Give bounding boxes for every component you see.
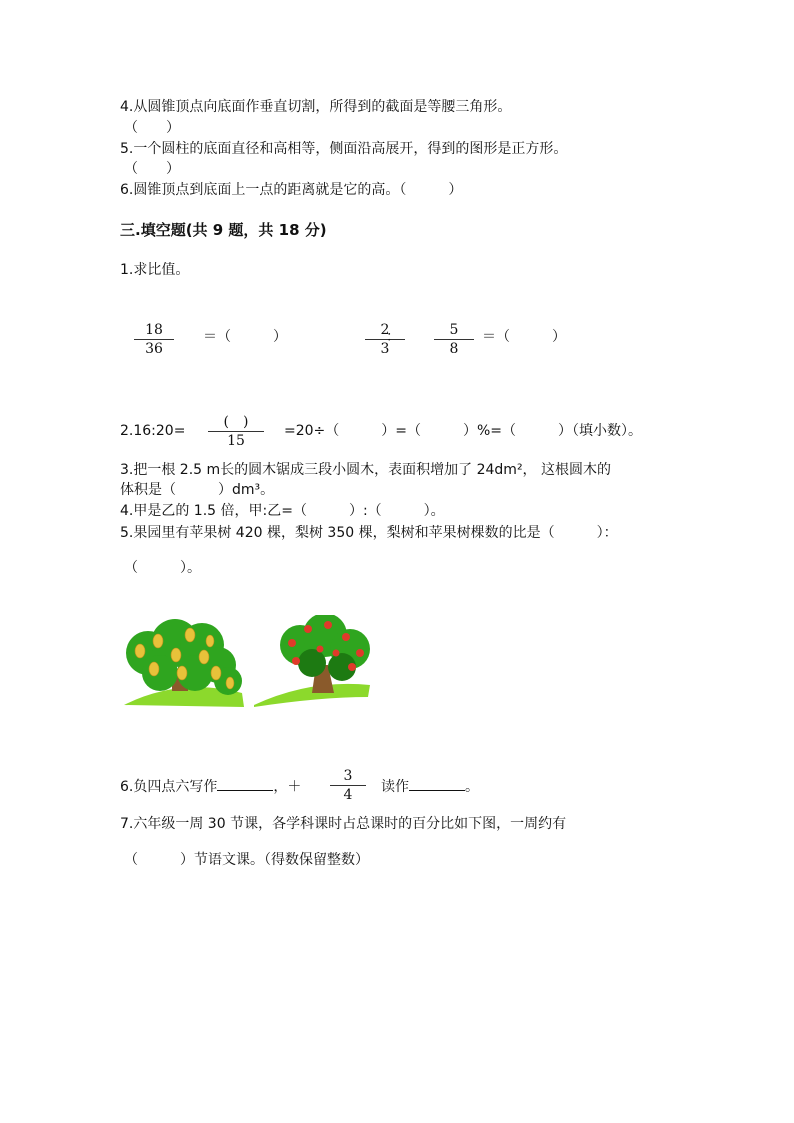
fraction-numerator: 5 [449, 322, 459, 338]
fill-q7-line2[interactable]: （ ）节语文课。（得数保留整数） [124, 852, 369, 868]
fill-q3-line1: 3.把一根 2.5 m长的圆木锯成三段小圆木，表面积增加了 24dm²， 这根圆木的 [120, 462, 612, 478]
fill-q6-mid: ，＋ [273, 779, 302, 795]
fill-q6-line [120, 776, 301, 796]
fill-q6-read-line [381, 776, 479, 796]
fill-q6-read: 读作 [381, 779, 409, 795]
fraction-denominator: 36 [145, 341, 163, 357]
fill-q5-line1[interactable]: 5.果园里有苹果树 420 棵，梨树 350 棵，梨树和苹果树棵数的比是（ ）： [120, 525, 618, 541]
fill-q2-tail[interactable]: =20÷（ ）=（ ）%=（ ）（填小数）。 [284, 423, 643, 439]
fraction-bar [208, 431, 264, 432]
judge-q4-answer-paren[interactable]: （ ） [124, 120, 180, 136]
fill-q7-line1: 7.六年级一周 30 节课，各学科课时占总课时的百分比如下图，一周约有 [120, 816, 567, 832]
fraction-numerator: 3 [343, 768, 353, 784]
fill-q6-blank-b[interactable] [409, 776, 465, 791]
pear-tree-image [124, 619, 244, 707]
fraction-bar [134, 339, 174, 340]
fill-q4-text[interactable]: 4.甲是乙的 1.5 倍，甲:乙=（ ）:（ ）。 [120, 503, 445, 519]
fraction-3-4 [330, 768, 366, 803]
fill-q1-text: 1.求比值。 [120, 262, 190, 278]
judge-q6-text: 6.圆锥顶点到底面上一点的距离就是它的高。（ ） [120, 182, 463, 198]
fraction-18-36 [134, 322, 174, 357]
judge-q5-answer-paren[interactable]: （ ） [124, 161, 180, 177]
judge-q4-text: 4.从圆锥顶点向底面作垂直切割，所得到的截面是等腰三角形。 [120, 99, 512, 115]
fraction-denominator: 8 [449, 341, 459, 357]
fraction-5-8 [434, 322, 474, 357]
fill-q6-blank-a[interactable] [217, 776, 273, 791]
fill-q3-line2[interactable]: 体积是（ ）dm³。 [120, 482, 275, 498]
fraction-blank-15 [208, 414, 264, 449]
fraction-bar [434, 339, 474, 340]
fill-q6-lead: 6.负四点六写作 [120, 779, 218, 795]
fill-q1-answer-b[interactable]: ＝（ ） [482, 329, 566, 345]
fraction-numerator: 2 [380, 322, 390, 338]
fill-q2-lead: 2.16:20= [120, 423, 186, 439]
fill-q5-line2[interactable]: （ ）。 [124, 560, 201, 576]
fill-q6-end: 。 [465, 779, 479, 795]
section-title: 三.填空题(共 9 题，共 18 分) [120, 221, 327, 239]
fraction-denominator: 15 [227, 433, 245, 449]
apple-tree-image [254, 615, 370, 707]
fraction-bar [330, 785, 366, 786]
fraction-denominator: 4 [343, 787, 353, 803]
fraction-denominator: 3 [380, 341, 390, 357]
fill-q1-answer-a[interactable]: ＝（ ） [203, 329, 287, 345]
trees-illustration [120, 615, 390, 715]
fraction-numerator: 18 [145, 322, 163, 338]
fraction-numerator[interactable]: ( ) [223, 414, 249, 430]
ratio-colon: ： [386, 329, 400, 345]
judge-q5-text: 5.一个圆柱的底面直径和高相等，侧面沿高展开，得到的图形是正方形。 [120, 141, 568, 157]
